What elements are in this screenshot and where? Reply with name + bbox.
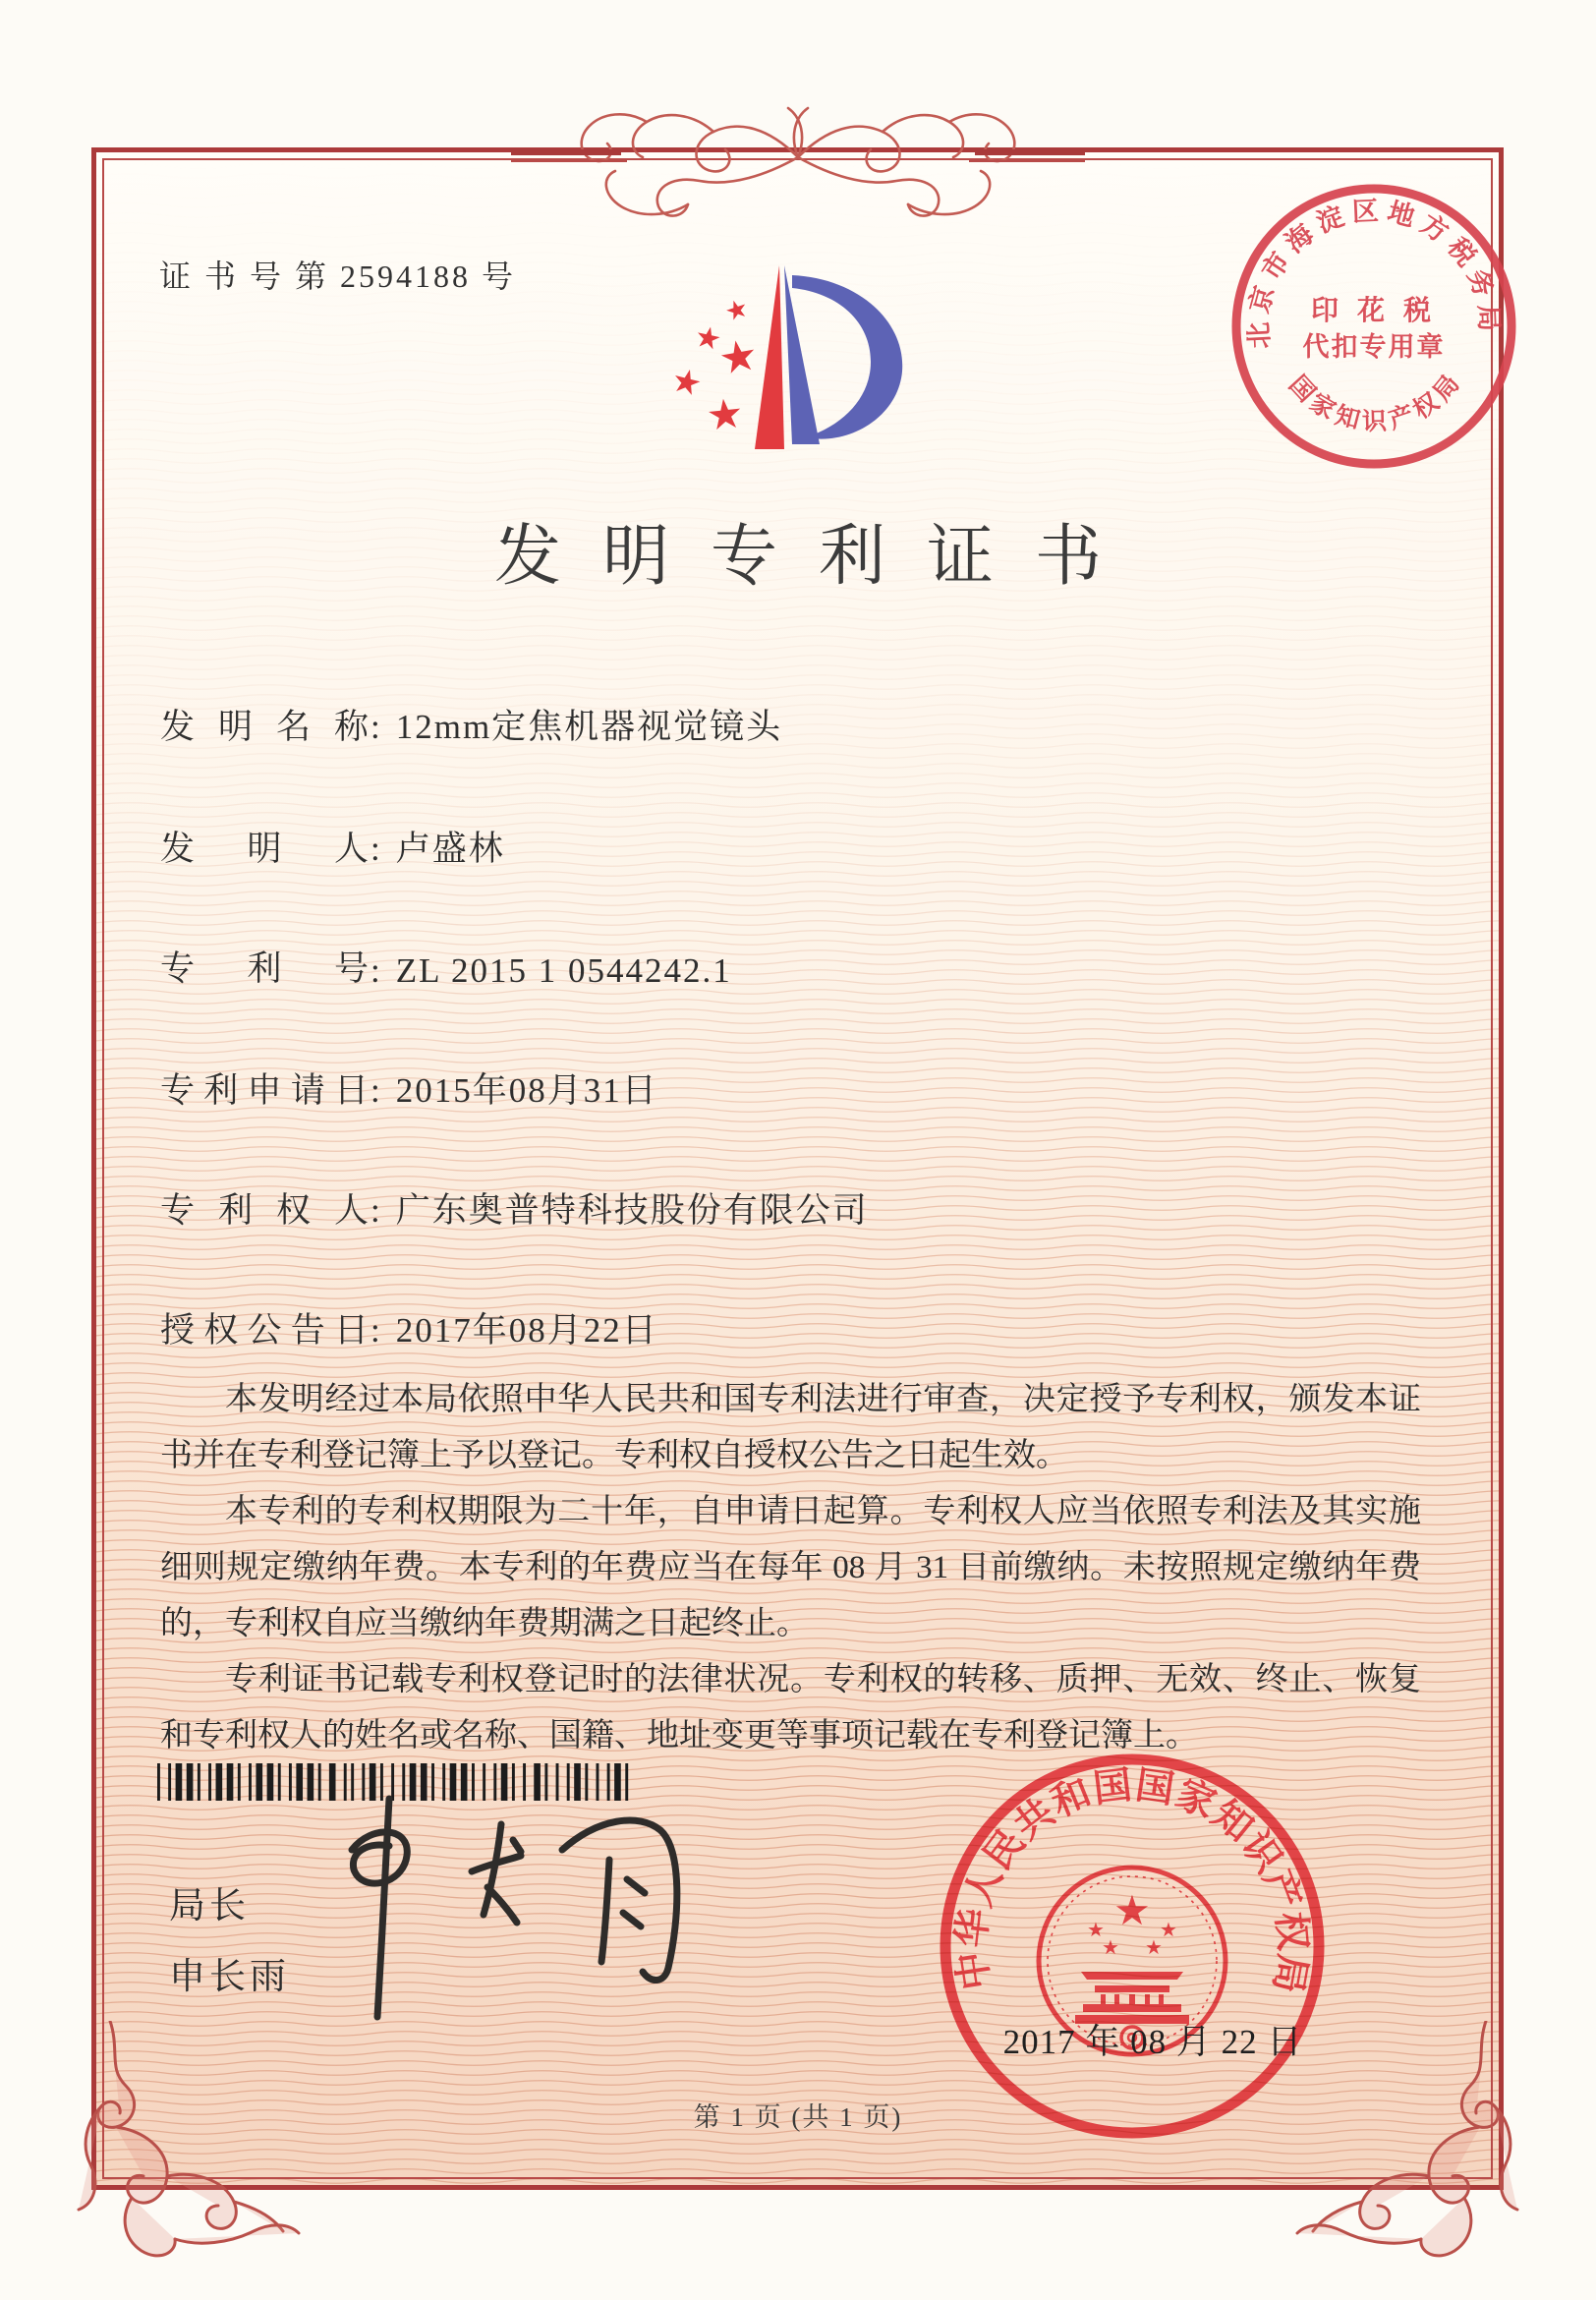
svg-text:★: ★ [704, 388, 746, 440]
certificate-title: 发明专利证书 [493, 519, 1143, 594]
svg-text:★: ★ [667, 359, 707, 406]
legal-paragraph-2: 本专利的专利权期限为二十年，自申请日起算。专利权人应当依照专利法及其实施细则规定缴纳年费。本专利的年费应当在每年 08 月 31 日前缴纳。未按照规定缴纳年费的，专利权自应当缴纳年费期满之日起终止。 [160, 1494, 1421, 1641]
field-label: 专利申请日 [160, 1071, 369, 1110]
field-grant-date: 授权公告日: 2017年08月22日 [160, 1303, 658, 1352]
director-signature [314, 1789, 727, 2044]
field-value: 12mm定焦机器视觉镜头 [395, 708, 783, 746]
field-value: 2017年08月22日 [395, 1311, 658, 1350]
field-value: 广东奥普特科技股份有限公司 [395, 1191, 869, 1230]
field-label: 授权公告日 [160, 1311, 369, 1350]
field-patent-number: 专利号: ZL 2015 1 0544242.1 [160, 942, 732, 991]
tax-stamp [1226, 179, 1521, 474]
legal-text [160, 1372, 1421, 1764]
tax-stamp-center-line1: 印 花 税 [1310, 296, 1438, 326]
field-label: 专利号 [160, 949, 369, 988]
field-invention-name: 发明名称: 12mm定焦机器视觉镜头 [160, 700, 782, 749]
issue-date: 2017 年 08 月 22 日 [1002, 2023, 1303, 2061]
field-inventor: 发明人: 卢盛林 [160, 822, 505, 871]
field-value: ZL 2015 1 0544242.1 [395, 951, 732, 990]
field-label: 发明人 [160, 830, 369, 868]
office-stamp-ring-text: 中华人民共和国国家知识产权局 [949, 1763, 1315, 1998]
field-value: 卢盛林 [395, 830, 505, 868]
tax-stamp-center-line2: 代扣专用章 [1302, 332, 1446, 362]
svg-text:中华人民共和国国家知识产权局 [950, 1764, 1314, 1997]
svg-text:★: ★ [1102, 1935, 1119, 1959]
field-application-date: 专利申请日: 2015年08月31日 [160, 1064, 658, 1113]
svg-text:★: ★ [1087, 1918, 1105, 1941]
cnipa-office-stamp [936, 1750, 1329, 2143]
director-title-label: 局长 [169, 1886, 250, 1926]
svg-text:★: ★ [720, 293, 753, 328]
field-patentee: 专利权人: 广东奥普特科技股份有限公司 [160, 1183, 869, 1233]
tax-stamp-ring-bottom-text: 国家知识产权局 [1283, 367, 1468, 436]
svg-text:★: ★ [1145, 1935, 1163, 1959]
tax-stamp-ring-top-text: 北京市海淀区地方税务局 [1243, 196, 1505, 350]
svg-text:国家知识产权局 [1283, 367, 1468, 436]
certificate-number: 证 书 号 第 2594188 号 [159, 259, 517, 294]
cnipa-logo-icon [637, 248, 941, 493]
field-label: 发明名称 [160, 708, 369, 746]
svg-text:★: ★ [1113, 1886, 1151, 1934]
field-label: 专利权人 [160, 1191, 369, 1230]
svg-text:★: ★ [691, 318, 725, 359]
legal-paragraph-3: 专利证书记载专利权登记时的法律状况。专利权的转移、质押、无效、终止、恢复和专利权人的姓名或名称、国籍、地址变更等事项记载在专利登记簿上。 [160, 1662, 1421, 1754]
field-value: 2015年08月31日 [395, 1071, 658, 1110]
page-number: 第 1 页 (共 1 页) [693, 2102, 903, 2132]
director-name-label: 申长雨 [169, 1957, 290, 1997]
legal-paragraph-1: 本发明经过本局依照中华人民共和国专利法进行审查，决定授予专利权，颁发本证书并在专利登记簿上予以登记。专利权自授权公告之日起生效。 [160, 1382, 1421, 1473]
svg-text:★: ★ [1160, 1918, 1177, 1941]
svg-text:★: ★ [714, 329, 763, 386]
